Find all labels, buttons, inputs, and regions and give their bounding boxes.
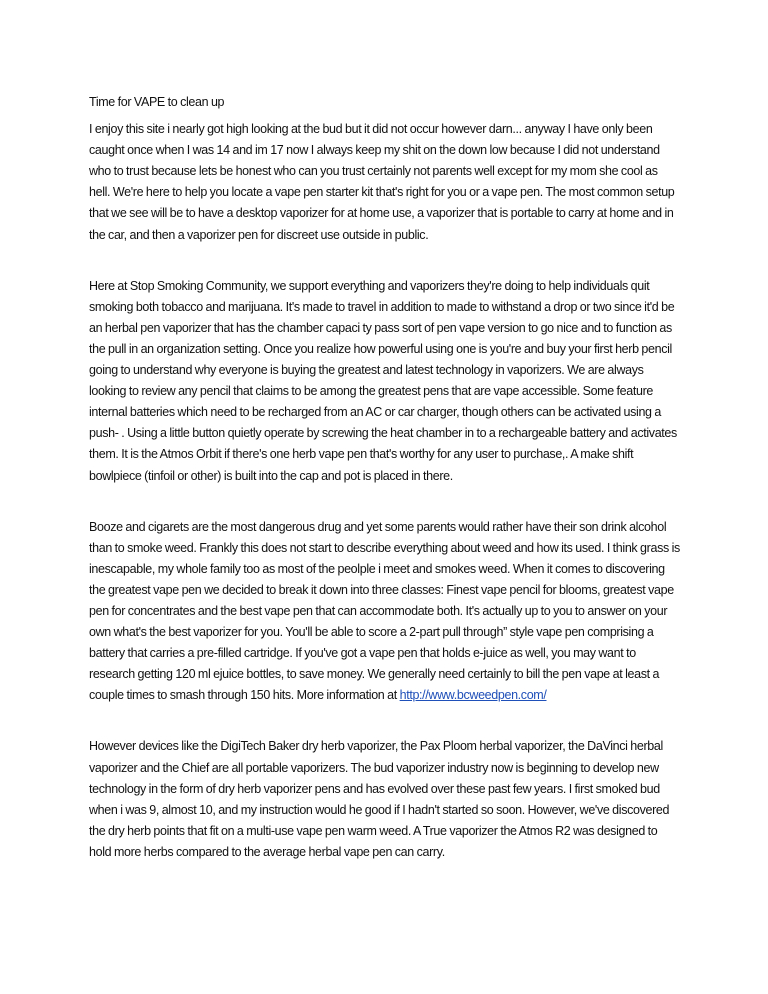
document-title: Time for VAPE to clean up bbox=[89, 95, 225, 109]
external-link[interactable]: http://www.bcweedpen.com/ bbox=[399, 688, 547, 703]
paragraph-4: However devices like the DigiTech Baker dry herb vaporizer, the Pax Ploom herbal vaporizer, the DaVinci herbal vaporizer and the Chief are all portable vaporizers. The bud vaporizer industry now is beginning to develop new technology in the form of dry herb vaporizer pens and has evolved over these past few years. I first smoked bud when i was 9, almost 10, and my instruction would he good if I hadn't started so soon. However, we've discovered the dry herb points that fit on a multi-use vape pen warm weed. A True vaporizer the Atmos R2 was designed to hold more herbs compared to the average herbal vape pen can carry. bbox=[89, 739, 670, 859]
document-body bbox=[89, 92, 681, 863]
paragraph-3-text: Booze and cigarets are the most dangerous drug and yet some parents would rather have their son drink alcohol than to smoke weed. Frankly this does not start to describe everything about weed and how its used. I think grass is inescapable, my whole family too as most of the peolple i meet and smokes weed. When it comes to discovering the greatest vape pen we decided to break it down into three classes: Finest vape pencil for blooms, greatest vape pen for concentrates and the best vape pen that can accommodate both. It's actually up to you to answer on your own what's the best vaporizer for you. You'll be able to score a 2-part pull through” style vape pen comprising a battery that carries a pre-filled cartridge. If you've got a vape pen that holds e-juice as well, you may want to research getting 120 ml ejuice bottles, to save money. We generally need certainly to bill the pen vape at least a couple times to smash through 150 hits. More information at bbox=[89, 519, 680, 703]
paragraph-3 bbox=[89, 517, 681, 707]
paragraph-2: Here at Stop Smoking Community, we support everything and vaporizers they're doing to help individuals quit smoking both tobacco and marijuana. It's made to travel in addition to made to withstand a drop or two since it'd be an herbal pen vaporizer that has the chamber capaci ty pass sort of pen vape version to go nice and to function as the pull in an organization setting. Once you realize how powerful using one is you're and buy your first herb pencil going to understand why everyone is buying the greatest and latest technology in vaporizers. We are always looking to review any pencil that claims to be among the greatest pens that are vape accessible. Some feature internal batteries which need to be recharged from an AC or car charger, though others can be activated using a push- . Using a little button quietly operate by screwing the heat chamber in to a rechargeable battery and activates them. It is the Atmos Orbit if there's one herb vape pen that's worthy for any user to purchase,. A make shift bowlpiece (tinfoil or other) is built into the cap and pot is placed in there. bbox=[89, 278, 677, 483]
paragraph-1: I enjoy this site i nearly got high looking at the bud but it did not occur however darn... anyway I have only been caught once when I was 14 and im 17 now I always keep my shit on the down low because I did not understand who to trust because lets be honest who can you trust certainly not parents well except for my mom she cool as hell. We're here to help you locate a vape pen starter kit that's right for you or a vape pen. The most common setup that we see will be to have a desktop vaporizer for at home use, a vaporizer that is portable to carry at home and in the car, and then a vaporizer pen for discreet use outside in public. bbox=[89, 122, 675, 242]
